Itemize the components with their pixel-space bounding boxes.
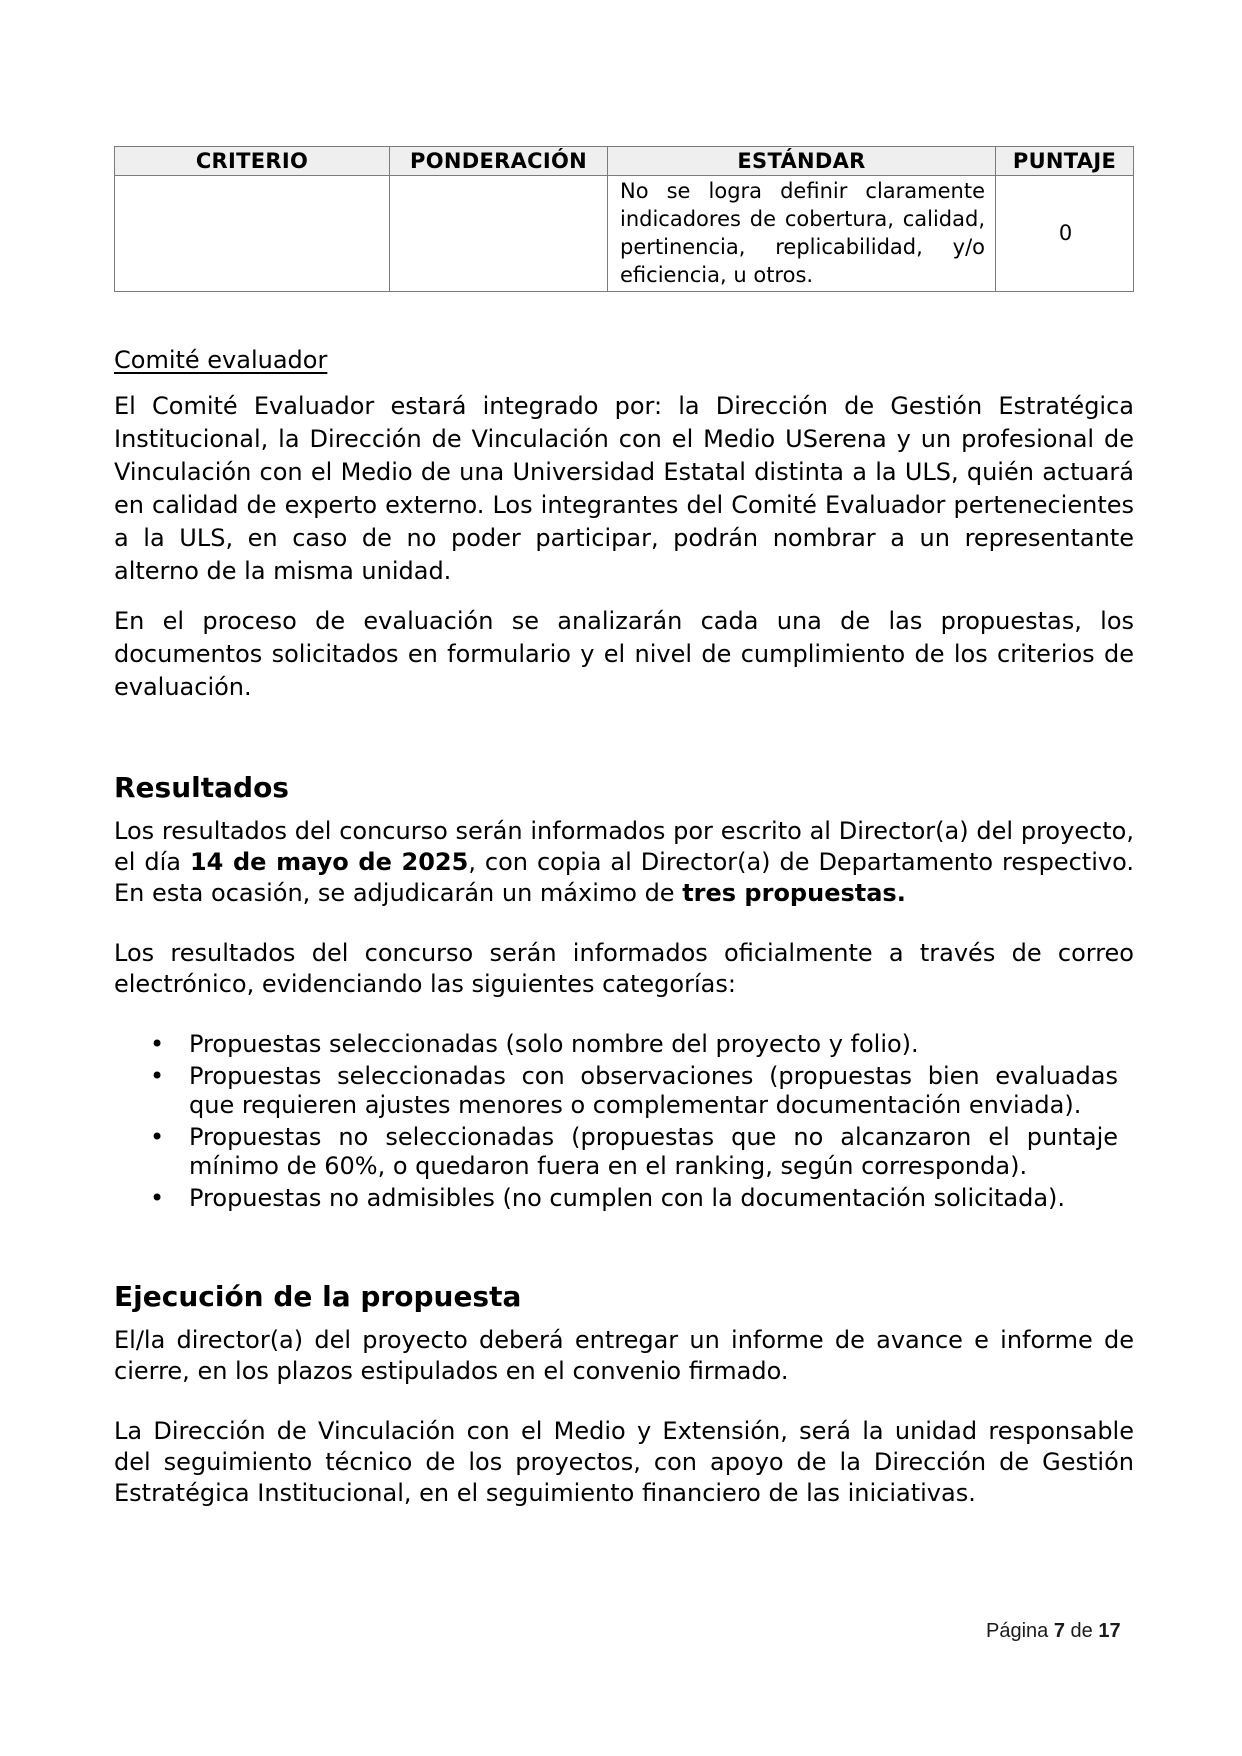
resultados-date: 14 de mayo de 2025	[189, 848, 469, 876]
criteria-table	[114, 146, 1134, 292]
categories-list	[114, 1030, 1134, 1213]
table-header-row	[115, 147, 1134, 176]
cell-puntaje: 0	[996, 176, 1134, 292]
header-estandar: ESTÁNDAR	[608, 147, 996, 176]
cell-estandar: No se logra definir claramente indicadores de cobertura, calidad, pertinencia, replicabilidad, y/o eficiencia, u otros.	[608, 176, 996, 292]
cell-ponderacion	[390, 176, 608, 292]
ejecucion-heading: Ejecución de la propuesta	[114, 1280, 522, 1313]
resultados-heading: Resultados	[114, 771, 289, 804]
header-criterio: CRITERIO	[115, 147, 390, 176]
page-number: 7	[1053, 1620, 1065, 1642]
list-item: • Propuestas seleccionadas (solo nombre del proyecto y folio).	[114, 1030, 1134, 1059]
resultados-text-a: Los resultados del concurso serán informados por escrito al Director(a) del proyecto, el día	[114, 817, 1134, 876]
header-puntaje: PUNTAJE	[996, 147, 1134, 176]
ejecucion-paragraph-2: La Dirección de Vinculación con el Medio y Extensión, será la unidad responsable del seguimiento técnico de los proyectos, con apoyo de la Dirección de Gestión Estratégica Institucional, en el seguimiento financiero de las iniciativas.	[114, 1417, 1134, 1507]
header-ponderacion: PONDERACIÓN	[390, 147, 608, 176]
table-row	[115, 176, 1134, 292]
resultados-text-b: , con copia al Director(a) de Departamento respectivo. En esta ocasión, se adjudicarán un máximo de	[114, 848, 1134, 907]
resultados-paragraph-1	[114, 816, 1134, 909]
of-label: de	[1070, 1620, 1093, 1642]
total-pages: 17	[1098, 1620, 1121, 1642]
ejecucion-paragraph-1: El/la director(a) del proyecto deberá entregar un informe de avance e informe de cierre, en los plazos estipulados en el convenio firmado.	[114, 1326, 1134, 1385]
comite-paragraph-1: El Comité Evaluador estará integrado por: la Dirección de Gestión Estratégica Institucional, la Dirección de Vinculación con el Medio USerena y un profesional de Vinculación con el Medio de una Universidad Estatal distinta a la ULS, quién actuará en calidad de experto externo. Los integrantes del Comité Evaluador pertenecientes a la ULS, en caso de no poder participar, podrán nombrar a un representante alterno de la misma unidad.	[114, 392, 1134, 585]
resultados-max-proposals: tres propuestas.	[682, 879, 906, 907]
page-footer	[986, 1620, 1121, 1643]
page-content	[114, 146, 1134, 1509]
page-label: Página	[986, 1620, 1049, 1642]
resultados-paragraph-2: Los resultados del concurso serán informados oficialmente a través de correo electrónico, evidenciando las siguientes categorías:	[114, 939, 1134, 998]
comite-heading: Comité evaluador	[114, 346, 328, 374]
list-item: • Propuestas no admisibles (no cumplen con la documentación solicitada).	[114, 1184, 1134, 1213]
list-item: • Propuestas seleccionadas con observaciones (propuestas bien evaluadas que requieren ajustes menores o complementar documentación enviada).	[114, 1062, 1134, 1120]
cell-criterio	[115, 176, 390, 292]
comite-paragraph-2: En el proceso de evaluación se analizarán cada una de las propuestas, los documentos solicitados en formulario y el nivel de cumplimiento de los criterios de evaluación.	[114, 607, 1134, 701]
list-item: • Propuestas no seleccionadas (propuestas que no alcanzaron el puntaje mínimo de 60%, o quedaron fuera en el ranking, según corresponda).	[114, 1123, 1134, 1181]
